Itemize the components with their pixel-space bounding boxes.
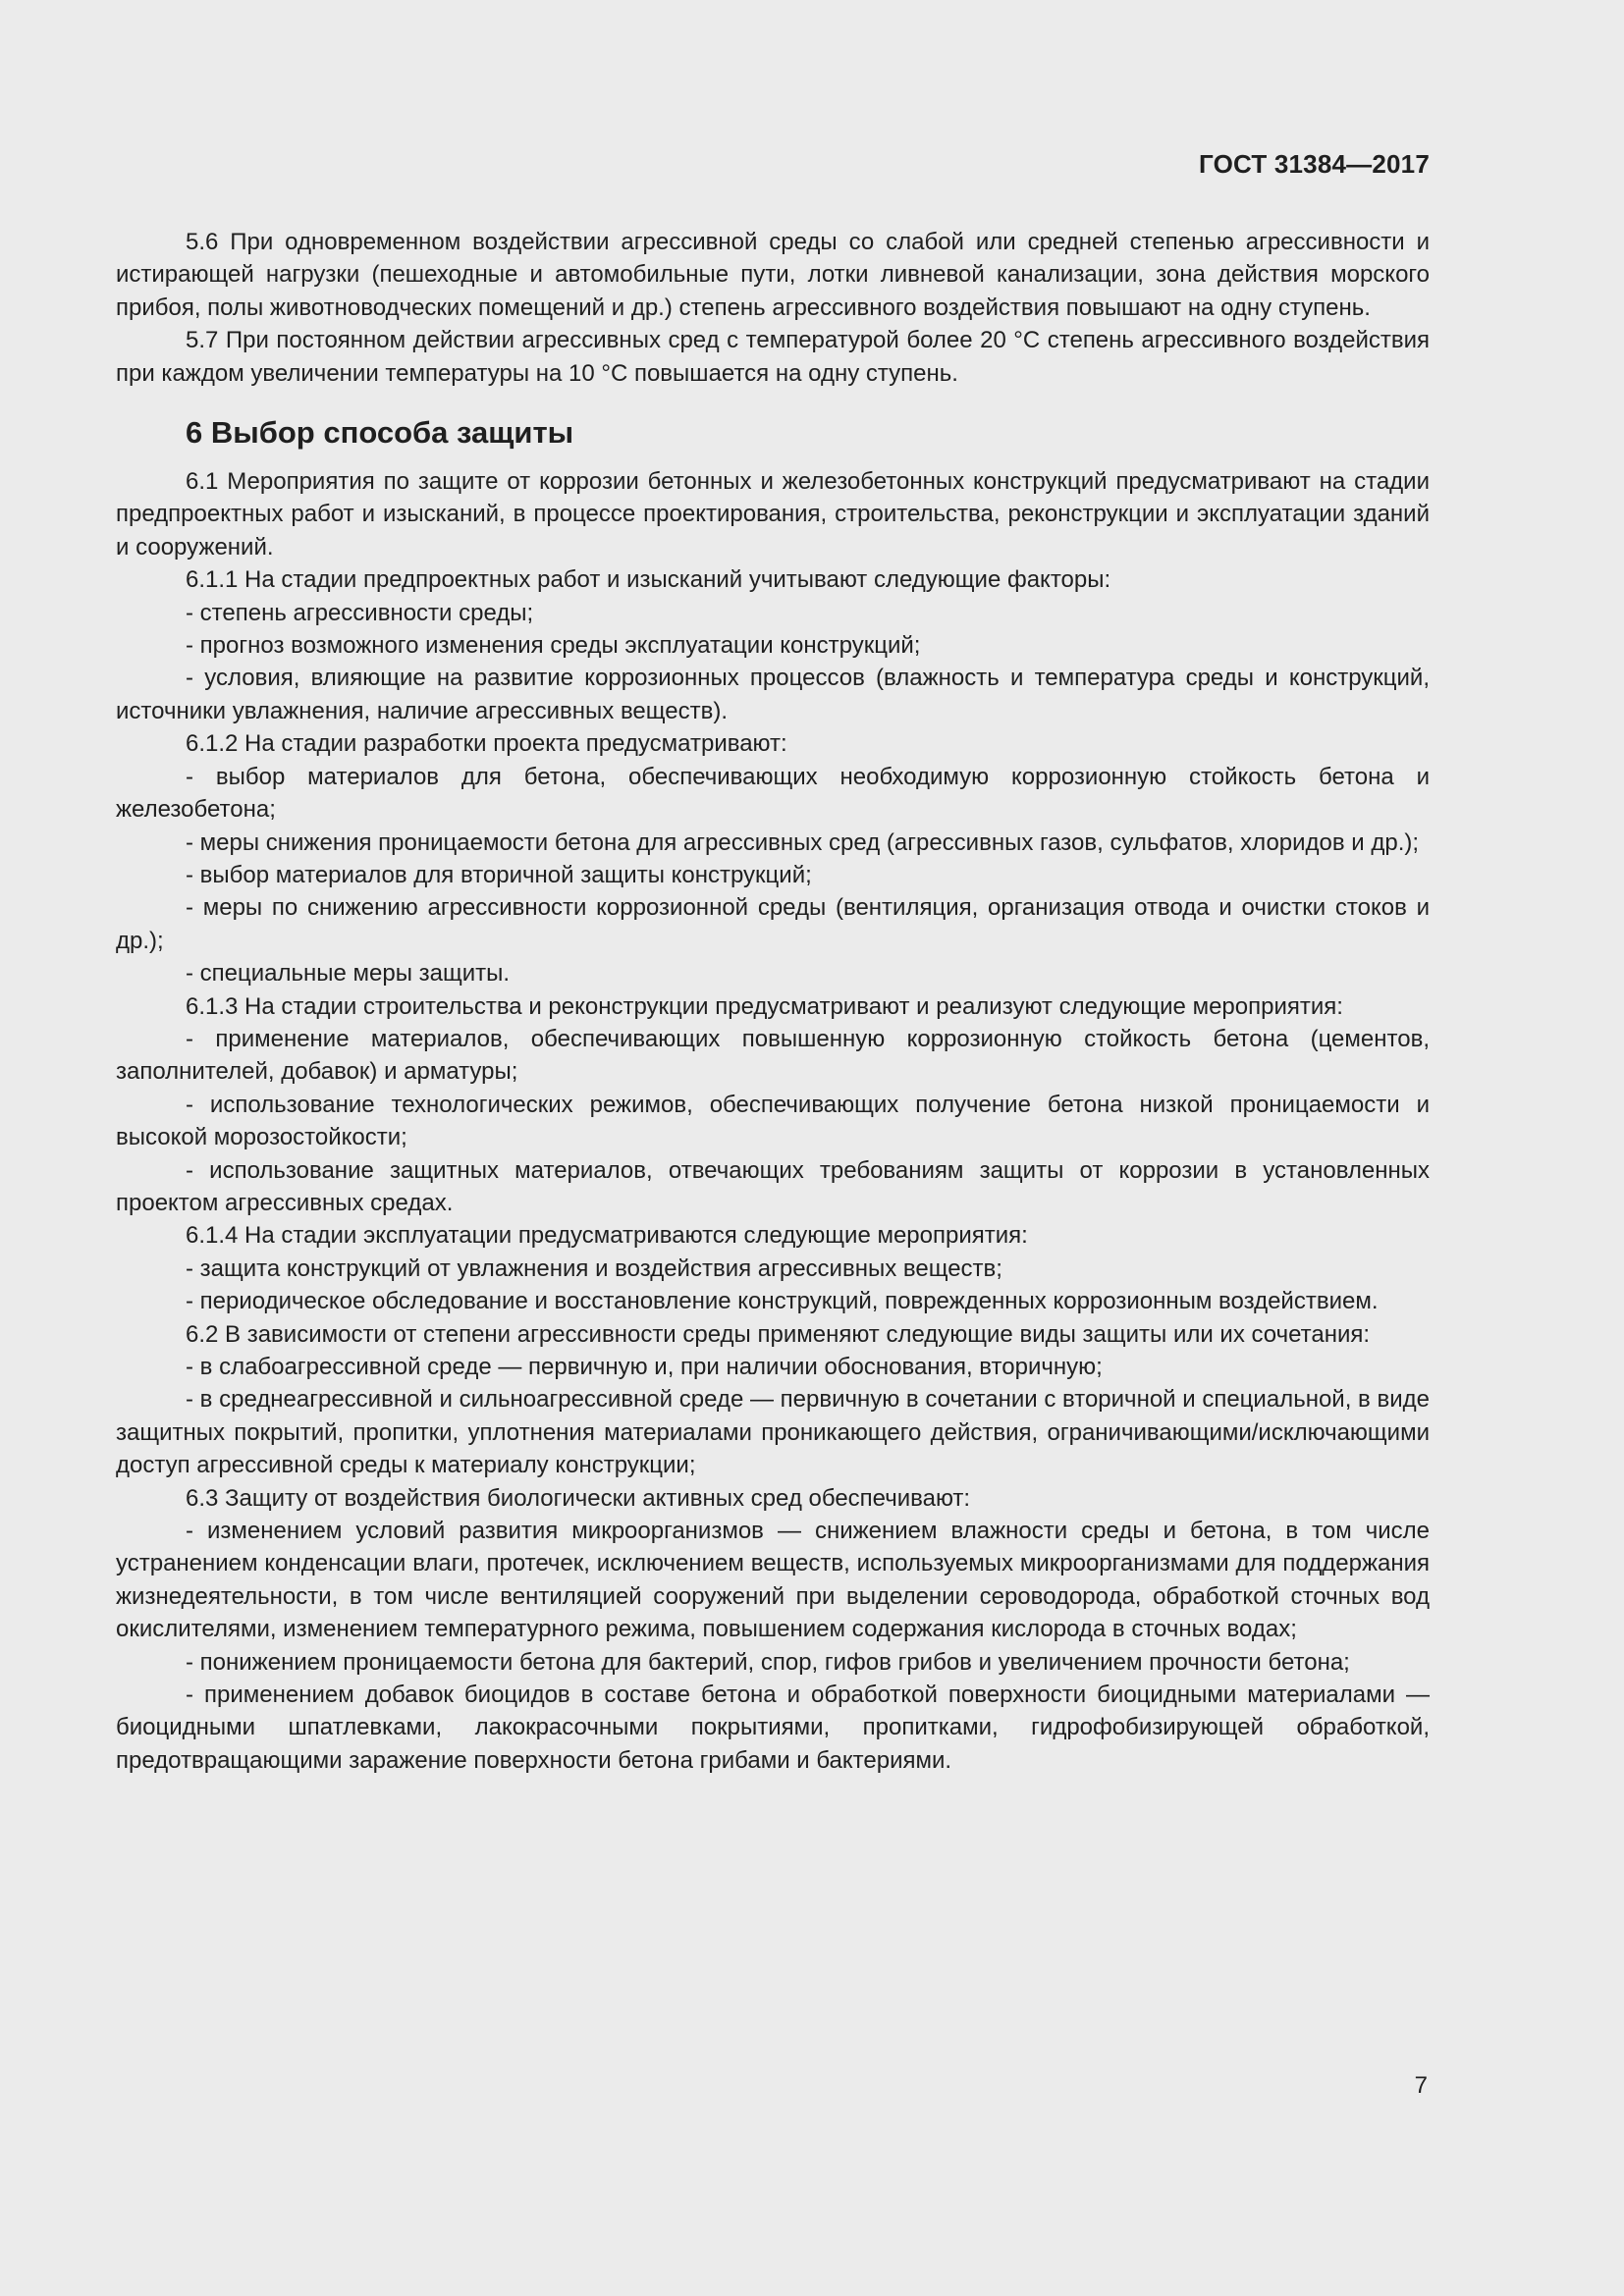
section-heading-6: 6 Выбор способа защиты (186, 415, 574, 451)
list-item-6-1-2-b: - меры снижения проницаемости бетона для агрессивных сред (агрессивных газов, сульфатов, хлоридов и др.); (186, 828, 1420, 856)
list-item-6-1-2-a: - выбор материалов для бетона, обеспечивающих необходимую коррозионную стойкость бетона и железобетона; (116, 763, 1430, 824)
paragraph-6-1-3: 6.1.3 На стадии строительства и реконструкции предусматривают и реализуют следующие мероприятия: (186, 992, 1343, 1020)
paragraph-6-1-4: 6.1.4 На стадии эксплуатации предусматриваются следующие мероприятия: (186, 1222, 1028, 1250)
list-item-6-1-1-a: - степень агрессивности среды; (186, 599, 534, 626)
paragraph-6-1-1: 6.1.1 На стадии предпроектных работ и изысканий учитывают следующие факторы: (186, 566, 1111, 594)
list-item-6-1-2-c: - выбор материалов для вторичной защиты конструкций; (186, 861, 812, 888)
list-item-6-1-3-c: - использование защитных материалов, отвечающих требованиям защиты от коррозии в установленных проектом агрессивных средах. (116, 1156, 1430, 1216)
list-item-6-1-1-b: - прогноз возможного изменения среды эксплуатации конструкций; (186, 632, 921, 660)
list-item-6-1-1-c: - условия, влияющие на развитие коррозионных процессов (влажность и температура среды и конструкций, источники увлажнения, наличие агрессивных веществ). (116, 665, 1430, 724)
list-item-6-3-a: - изменением условий развития микроорганизмов — снижением влажности среды и бетона, в том числе устранением конденсации влаги, протечек, исключением веществ, используемых микроорганизмами для поддержания жизнедеятельности, в том числе вентиляцией сооружений при выделении сероводорода, обработкой сточных вод окислителями, изменением температурного режима, повышением содержания кислорода в сточных водах; (116, 1518, 1430, 1643)
list-item-6-1-3-a: - применение материалов, обеспечивающих повышенную коррозионную стойкость бетона (цементов, заполнителей, добавок) и арматуры; (116, 1025, 1430, 1086)
document-body (116, 226, 1430, 1777)
paragraph-6-2: 6.2 В зависимости от степени агрессивности среды применяют следующие виды защиты или их сочетания: (186, 1320, 1371, 1348)
list-item-6-1-3-b: - использование технологических режимов, обеспечивающих получение бетона низкой проницаемости и высокой морозостойкости; (116, 1091, 1430, 1151)
paragraph-5-7: 5.7 При постоянном действии агрессивных сред с температурой более 20 °С степень агрессивного воздействия при каждом увеличении температуры на 10 °С повышается на одну ступень. (116, 327, 1430, 387)
paragraph-6-3: 6.3 Защиту от воздействия биологически активных сред обеспечивают: (186, 1484, 971, 1512)
list-item-6-2-b: - в среднеагрессивной и сильноагрессивной среде — первичную в сочетании с вторичной и специальной, в виде защитных покрытий, пропитки, уплотнения материалами проникающего действия, ограничивающими/исключающими доступ агрессивной среды к материалу конструкции; (116, 1386, 1430, 1479)
document-header-standard: ГОСТ 31384—2017 (1199, 149, 1430, 179)
list-item-6-1-4-a: - защита конструкций от увлажнения и воздействия агрессивных веществ; (186, 1255, 1002, 1282)
page-number: 7 (1414, 2072, 1428, 2099)
list-item-6-1-2-e: - специальные меры защиты. (186, 960, 511, 988)
list-item-6-1-4-b: - периодическое обследование и восстановление конструкций, поврежденных коррозионным воздействием. (186, 1288, 1379, 1315)
list-item-6-2-a: - в слабоагрессивной среде — первичную и, при наличии обоснования, вторичную; (186, 1354, 1103, 1380)
list-item-6-3-c: - применением добавок биоцидов в составе бетона и обработкой поверхности биоцидными материалами — биоцидными шпатлевками, лакокрасочными покрытиями, пропитками, гидрофобизирующей обработкой, предотвращающими заражение поверхности бетона грибами и бактериями. (116, 1682, 1430, 1774)
list-item-6-3-b: - понижением проницаемости бетона для бактерий, спор, гифов грибов и увеличением прочности бетона; (186, 1648, 1350, 1676)
paragraph-6-1: 6.1 Мероприятия по защите от коррозии бетонных и железобетонных конструкций предусматривают на стадии предпроектных работ и изысканий, в процессе проектирования, строительства, реконструкции и эксплуатации зданий и сооружений. (116, 468, 1430, 561)
paragraph-6-1-2: 6.1.2 На стадии разработки проекта предусматривают: (186, 730, 787, 758)
paragraph-5-6: 5.6 При одновременном воздействии агрессивной среды со слабой или средней степенью агрессивности и истирающей нагрузки (пешеходные и автомобильные пути, лотки ливневой канализации, зона действия морского прибоя, полы животноводческих помещений и др.) степень агрессивного воздействия повышают на одну ступень. (116, 229, 1430, 321)
list-item-6-1-2-d: - меры по снижению агрессивности коррозионной среды (вентиляция, организация отвода и очистки стоков и др.); (116, 894, 1430, 954)
